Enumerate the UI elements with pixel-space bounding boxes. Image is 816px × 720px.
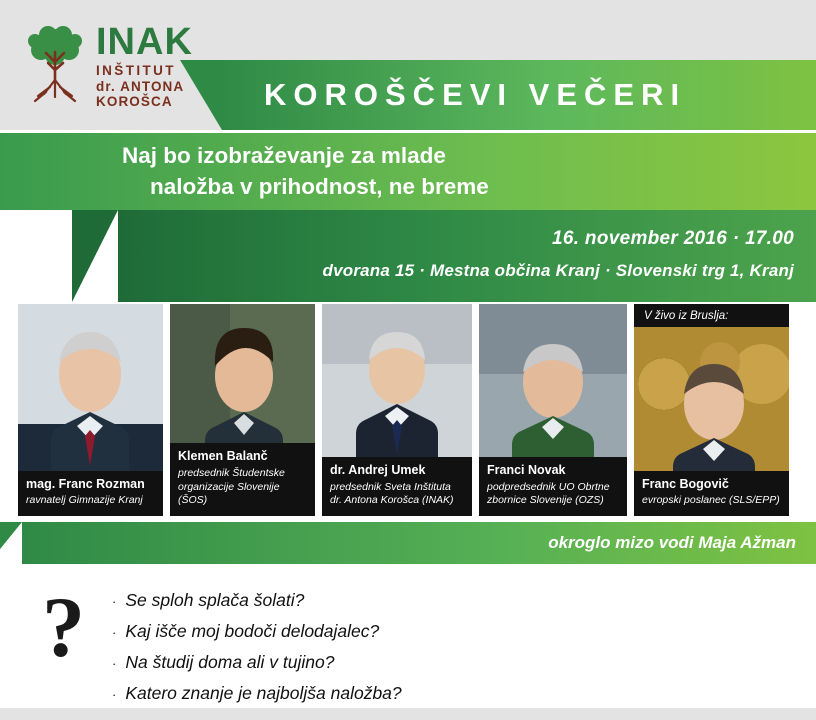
speaker-name: Franc Bogovič: [642, 476, 729, 491]
speaker-card: [322, 304, 472, 516]
question-text: Katero znanje je najboljša naložba?: [125, 683, 402, 703]
speaker-role: podpredsednik UO Obrtne zbornice Slovenije (OZS): [487, 480, 610, 507]
speaker-role: evropski poslanec (SLS/EPP): [642, 494, 780, 507]
speaker-caption: [634, 471, 789, 516]
subtitle-line-2: naložba v prihodnost, ne breme: [150, 173, 489, 199]
moderator-background: [22, 522, 816, 564]
question-text: Se sploh splača šolati?: [125, 590, 305, 610]
speaker-card: [479, 304, 627, 516]
question-mark-icon: ?: [42, 579, 85, 675]
logo-line3: KOROŠCA: [96, 94, 173, 110]
bullet-icon: ·: [112, 656, 117, 671]
speaker-name: Franci Novak: [487, 463, 566, 478]
speaker-caption: [479, 457, 627, 516]
event-info-panel: [0, 210, 816, 302]
header-band: [0, 0, 816, 130]
speaker-name: mag. Franc Rozman: [26, 476, 145, 491]
logo: [22, 22, 193, 109]
questions-section: [0, 578, 816, 703]
speaker-card: [170, 304, 315, 516]
list-item: [112, 652, 402, 673]
event-datetime: 16. november 2016 · 17.00: [552, 228, 794, 249]
bullet-icon: ·: [112, 625, 117, 640]
speaker-caption: [170, 443, 315, 516]
page-title: KOROŠČEVI VEČERI: [264, 77, 687, 112]
speaker-caption: [18, 471, 163, 516]
subtitle-block: [0, 133, 816, 210]
question-text: Na študij doma ali v tujino?: [125, 652, 335, 672]
speaker-role: ravnatelj Gimnazije Kranj: [26, 494, 143, 507]
moderator-text: okroglo mizo vodi Maja Ažman: [548, 533, 796, 552]
list-item: [112, 590, 402, 611]
logo-line1: INŠTITUT: [96, 63, 176, 79]
speakers-row: [18, 304, 800, 516]
bottom-divider: [0, 708, 816, 720]
bullet-icon: ·: [112, 687, 117, 702]
speaker-role: predsednik Sveta Inštituta dr. Antona Korošca (INAK): [330, 480, 454, 507]
speaker-caption: [322, 457, 472, 516]
subtitle-line-1: Naj bo izobraževanje za mlade: [122, 143, 446, 169]
list-item: [112, 621, 402, 642]
live-badge: V živo iz Bruslja:: [634, 304, 789, 327]
questions-list: [112, 590, 402, 714]
event-info-background: [118, 210, 816, 302]
speaker-role: predsednik Študentske organizacije Slovenije (ŠOS): [178, 467, 285, 507]
speaker-name: dr. Andrej Umek: [330, 463, 426, 478]
speaker-card: [634, 304, 789, 516]
logo-name: INAK: [96, 21, 193, 63]
title-ribbon: [222, 60, 816, 130]
speaker-name: Klemen Balanč: [178, 449, 268, 464]
question-text: Kaj išče moj bodoči delodajalec?: [125, 621, 380, 641]
moderator-ribbon: [0, 522, 816, 564]
tree-icon: [22, 22, 88, 108]
speaker-card: [18, 304, 163, 516]
event-venue: dvorana 15 · Mestna občina Kranj · Slovenski trg 1, Kranj: [322, 261, 794, 280]
logo-wordmark: [96, 22, 193, 109]
logo-line2: dr. ANTONA: [96, 78, 185, 94]
list-item: [112, 683, 402, 704]
bullet-icon: ·: [112, 594, 117, 609]
